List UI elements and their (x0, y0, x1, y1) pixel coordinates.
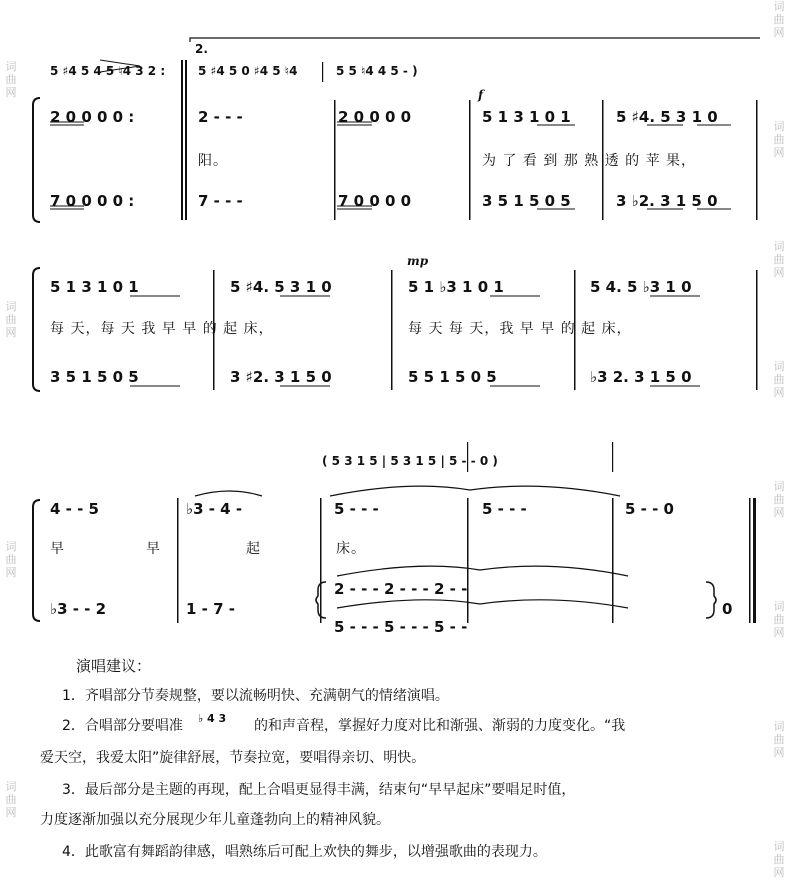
system1-intro-after-volta: 5 ♯4 5 0 ♯4 5 ♮4 (198, 64, 298, 78)
system3-intro-notes: ( 5 3 1 5 | 5 3 1 5 | 5 - - 0 ) (322, 454, 498, 468)
system1-lower-measure-2: 7 - - - (198, 192, 243, 210)
system3-lower-measure-1: ♭3 - - 2 (50, 600, 107, 618)
system1-lyric-1: 阳。 (198, 153, 228, 169)
notes-item-2c: 爱天空，我爱太阳”旋律舒展，节奏拉宽，要唱得亲切、明快。 (40, 750, 426, 766)
system2-lyric-1: 每 天，每 天 我 早 早 的 起 床， (50, 321, 274, 337)
system3-lyric-3: 起 (246, 541, 261, 557)
system1-lower-measure-5: 3 ♭2. 3 1 5 0 (616, 192, 718, 210)
system1-upper-measure-2: 2 - - - (198, 108, 243, 126)
system2-upper-measure-3: 5 1 ♭3 1 0 1 (408, 278, 504, 296)
system1-volta: 2. (195, 42, 208, 56)
notes-item-3b: 力度逐渐加强以充分展现少年儿童蓬勃向上的精神风貌。 (40, 812, 390, 828)
system3-lyric-4: 床。 (336, 541, 366, 557)
system1-intro-notes: 5 ♯4 5 4 5 ♮4 3 2 : (50, 64, 166, 78)
system2-lower-measure-3: 5 5 1 5 0 5 (408, 368, 497, 386)
system1-upper-measure-4: 5 1 3 1 0 1 (482, 108, 571, 126)
notes-heading: 演唱建议： (76, 657, 152, 675)
system1-lower-measure-1: 7 0 0 0 0 : (50, 192, 135, 210)
notes-item-1: 1．齐唱部分节奏规整，要以流畅明快、充满朝气的情绪演唱。 (62, 688, 449, 704)
system3-lower-top-voice: 2 - - - 2 - - - 2 - - (334, 580, 468, 598)
notes-item-2b: 的和声音程，掌握好力度对比和渐强、渐弱的力度变化。“我 (254, 718, 626, 734)
system3-upper-measure-5: 5 - - 0 (625, 500, 674, 518)
dynamic-mezzo-piano: mp (407, 254, 429, 268)
system1-upper-measure-3: 2 0 0 0 0 (338, 108, 412, 126)
system3-upper-measure-1: 4 - - 5 (50, 500, 99, 518)
system3-lyric-1: 早 (50, 541, 65, 557)
system2-lower-measure-1: 3 5 1 5 0 5 (50, 368, 139, 386)
system3-upper-measure-2: ♭3 - 4 - (186, 500, 243, 518)
system1-upper-measure-1: 2 0 0 0 0 : (50, 108, 135, 126)
system3-upper-measure-4: 5 - - - (482, 500, 527, 518)
system1-lower-measure-4: 3 5 1 5 0 5 (482, 192, 571, 210)
system1-lower-measure-3: 7 0 0 0 0 (338, 192, 412, 210)
notes-item-2a: 2．合唱部分要唱准 (62, 718, 183, 734)
system2-lower-measure-4: ♭3 2. 3 1 5 0 (590, 368, 692, 386)
system2-lower-measure-2: 3 ♯2. 3 1 5 0 (230, 368, 332, 386)
system1-lyric-2: 为 了 看 到 那 熟 透 的 苹 果， (482, 153, 697, 169)
system1-intro-accent-notes: 5 5 ♮4 4 5 - ) (336, 64, 418, 78)
system3-upper-measure-3: 5 - - - (334, 500, 379, 518)
system3-lyric-2: 早 (146, 541, 161, 557)
system3-lower-end: 0 (722, 600, 733, 618)
notes-item-3a: 3．最后部分是主题的再现，配上合唱更显得丰满，结束句“早早起床”要唱足时值， (62, 782, 576, 798)
system2-lyric-2: 每 天 每 天，我 早 早 的 起 床， (408, 321, 632, 337)
system3-lower-bottom-voice: 5 - - - 5 - - - 5 - - (334, 618, 468, 636)
notes-item-4: 4．此歌富有舞蹈韵律感，唱熟练后可配上欢快的舞步，以增强歌曲的表现力。 (62, 844, 547, 860)
system3-lower-measure-2: 1 - 7 - (186, 600, 235, 618)
system2-upper-measure-4: 5 4. 5 ♭3 1 0 (590, 278, 692, 296)
system2-upper-measure-1: 5 1 3 1 0 1 (50, 278, 139, 296)
dynamic-forte: f (478, 88, 484, 102)
notes-key-signature: ♭ 4 3 (198, 712, 227, 725)
system2-upper-measure-2: 5 ♯4. 5 3 1 0 (230, 278, 332, 296)
system1-upper-measure-5: 5 ♯4. 5 3 1 0 (616, 108, 718, 126)
